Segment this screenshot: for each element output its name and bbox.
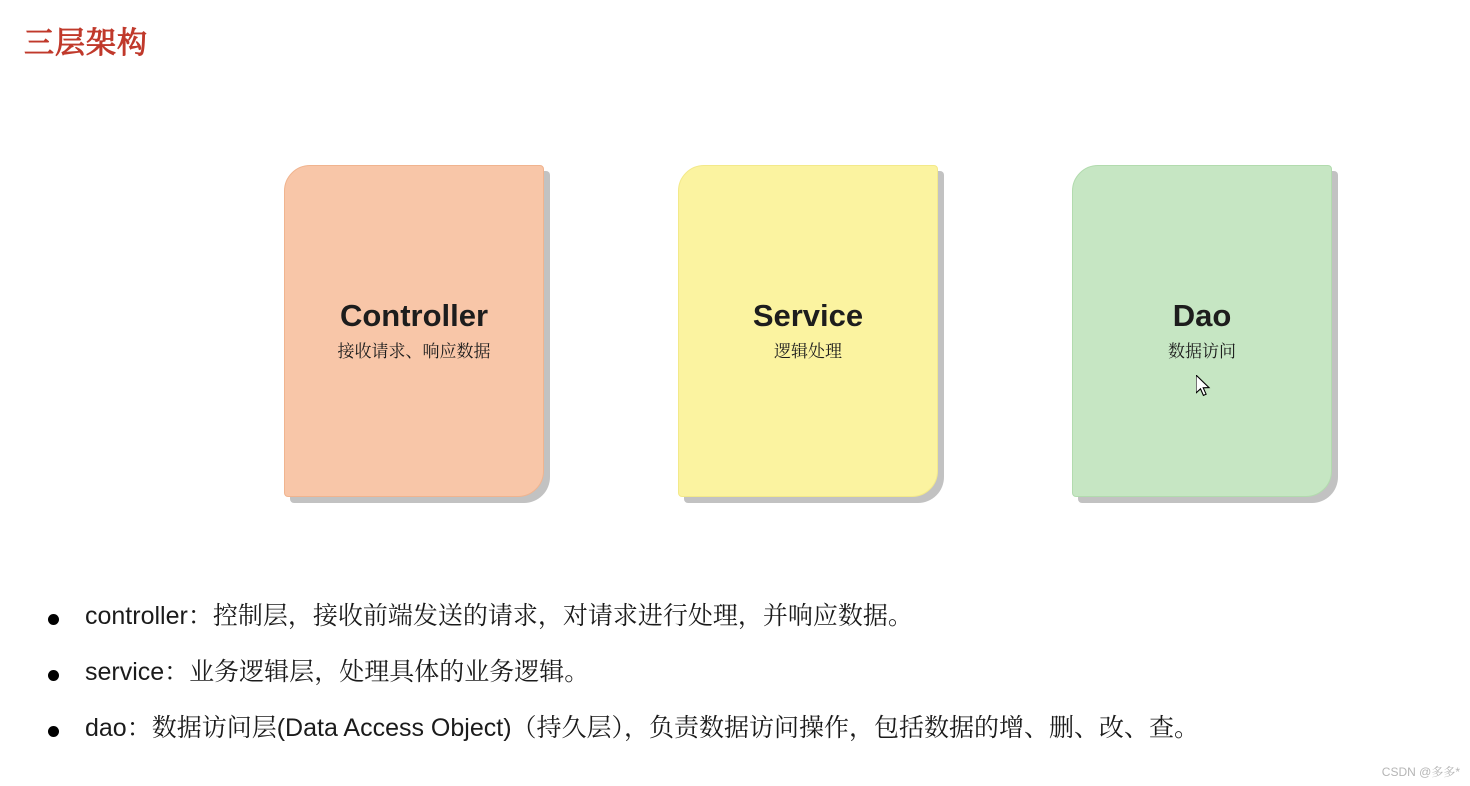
- description-list: [48, 600, 1428, 767]
- bullet-dot-icon: [48, 614, 59, 625]
- layer-card-dao-subtitle: 数据访问: [1168, 342, 1236, 361]
- layer-card-controller-title: Controller: [339, 297, 489, 333]
- bullet-dot-icon: [48, 670, 59, 681]
- list-item: [48, 600, 1428, 634]
- three-layer-diagram: [0, 165, 1470, 505]
- layer-card-controller: [284, 165, 544, 497]
- watermark: CSDN @多多*: [1381, 765, 1460, 779]
- list-item-label: service：业务逻辑层，处理具体的业务逻辑。: [85, 657, 590, 686]
- list-item: [48, 656, 1428, 690]
- layer-card-service-title: Service: [752, 297, 864, 333]
- layer-card-dao: [1072, 165, 1332, 497]
- layer-card-service: [678, 165, 938, 497]
- list-item: [48, 712, 1428, 746]
- list-item-label: controller：控制层，接收前端发送的请求，对请求进行处理，并响应数据。: [85, 602, 913, 630]
- page-title: 三层架构: [24, 27, 148, 60]
- bullet-dot-icon: [48, 726, 59, 737]
- layer-card-service-subtitle: 逻辑处理: [774, 342, 842, 361]
- list-item-label: dao：数据访问层(Data Access Object)（持久层），负责数据访问操作，包括数据的增、删、改、查。: [85, 713, 1200, 742]
- layer-card-controller-subtitle: 接收请求、响应数据: [337, 342, 491, 361]
- layer-card-dao-title: Dao: [1172, 297, 1232, 333]
